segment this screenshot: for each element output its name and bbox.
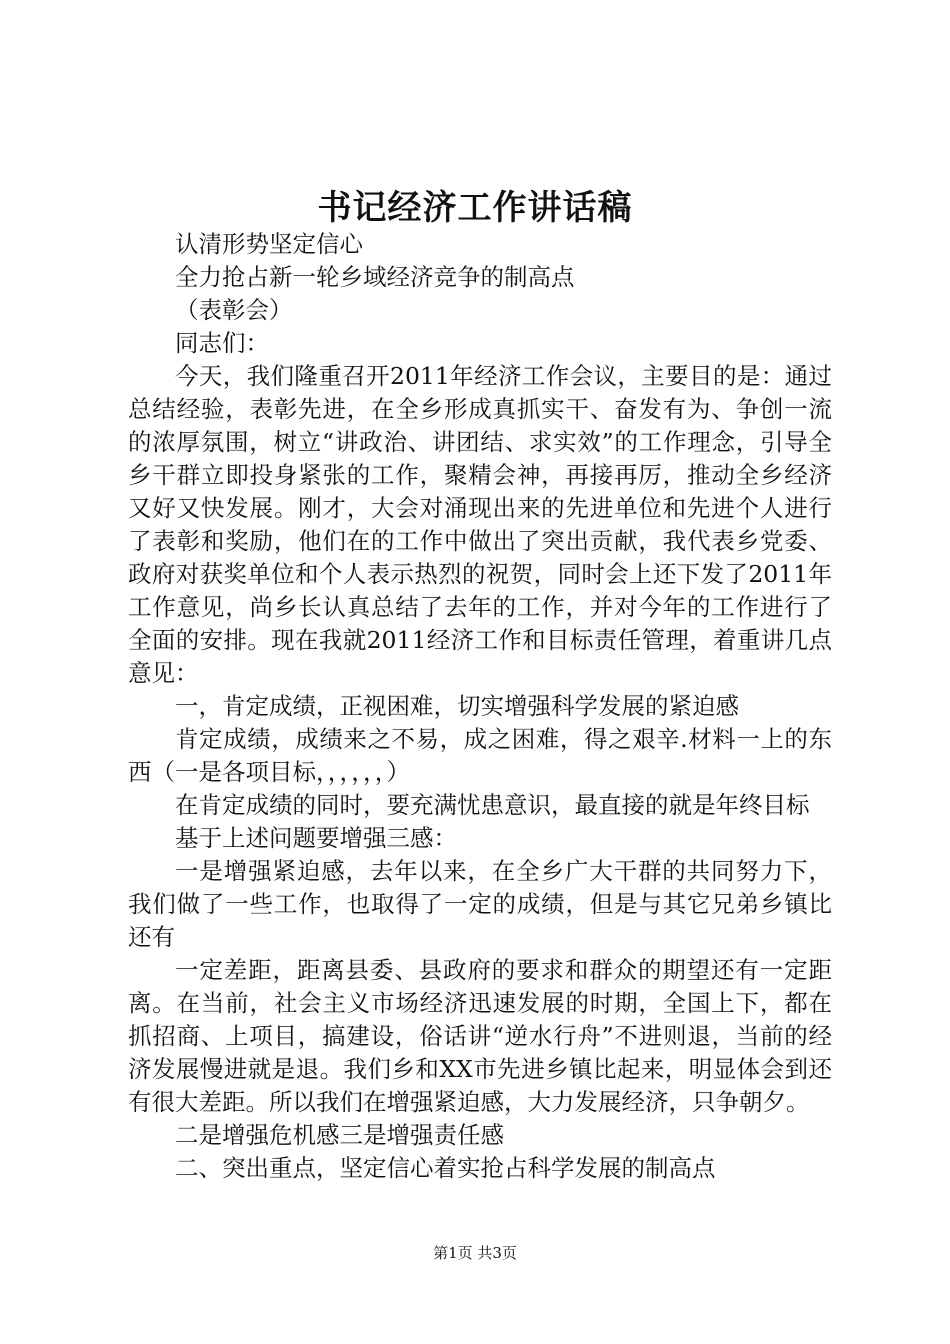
document-title: 书记经济工作讲话稿 [317,188,633,228]
paragraph-salutation: 同志们： [175,329,269,357]
paragraph-urgency: 一是增强紧迫感，去年以来，在全乡广大干群的共同努力下，我们做了一些工作，也取得了一定的成绩，但是与其它兄弟乡镇比还有 [128,857,832,951]
paragraph-three-senses: 基于上述问题要增强三感： [175,824,457,852]
paragraph-achievements: 肯定成绩，成绩来之不易，成之困难，得之艰辛.材料一上的东西（一是各项目标，，，，，，） [128,725,832,786]
paragraph-occasion: （表彰会） [175,296,293,324]
paragraph-intro: 今天，我们隆重召开2011年经济工作会议，主要目的是：通过总结经验，表彰先进，在全乡形成真抓实干、奋发有为、争创一流的浓厚氛围，树立“讲政治、讲团结、求实效”的工作理念，引导全乡干群立即投身紧张的工作，聚精会神，再接再厉，推动全乡经济又好又快发展。刚才，大会对涌现出来的先进单位和先进个人进行了表彰和奖励，他们在的工作中做出了突出贡献，我代表乡党委、政府对获奖单位和个人表示热烈的祝贺，同时会上还下发了2011年工作意见，尚乡长认真总结了去年的工作，并对今年的工作进行了全面的安排。现在我就2011经济工作和目标责任管理，着重讲几点意见： [128,362,832,687]
paragraph-gap: 一定差距，距离县委、县政府的要求和群众的期望还有一定距离。在当前，社会主义市场经济迅速发展的时期，全国上下，都在抓招商、上项目，搞建设，俗话讲“逆水行舟”不进则退，当前的经济发展慢进就是退。我们乡和XX市先进乡镇比起来，明显体会到还有很大差距。所以我们在增强紧迫感，大力发展经济，只争朝夕。 [128,956,832,1116]
paragraph-heading-2: 二、突出重点，坚定信心着实抢占科学发展的制高点 [175,1154,716,1182]
paragraph-awareness: 在肯定成绩的同时，要充满忧患意识，最直接的就是年终目标 [175,791,810,819]
paragraph-crisis-responsibility: 二是增强危机感三是增强责任感 [175,1121,504,1149]
paragraph-subtitle-1: 认清形势坚定信心 [175,230,363,258]
paragraph-heading-1: 一，肯定成绩，正视困难，切实增强科学发展的紧迫感 [175,692,739,720]
document-body [128,228,832,1185]
page-indicator: 第1页 共3页 [433,1244,517,1262]
paragraph-subtitle-2: 全力抢占新一轮乡域经济竞争的制高点 [175,263,575,291]
